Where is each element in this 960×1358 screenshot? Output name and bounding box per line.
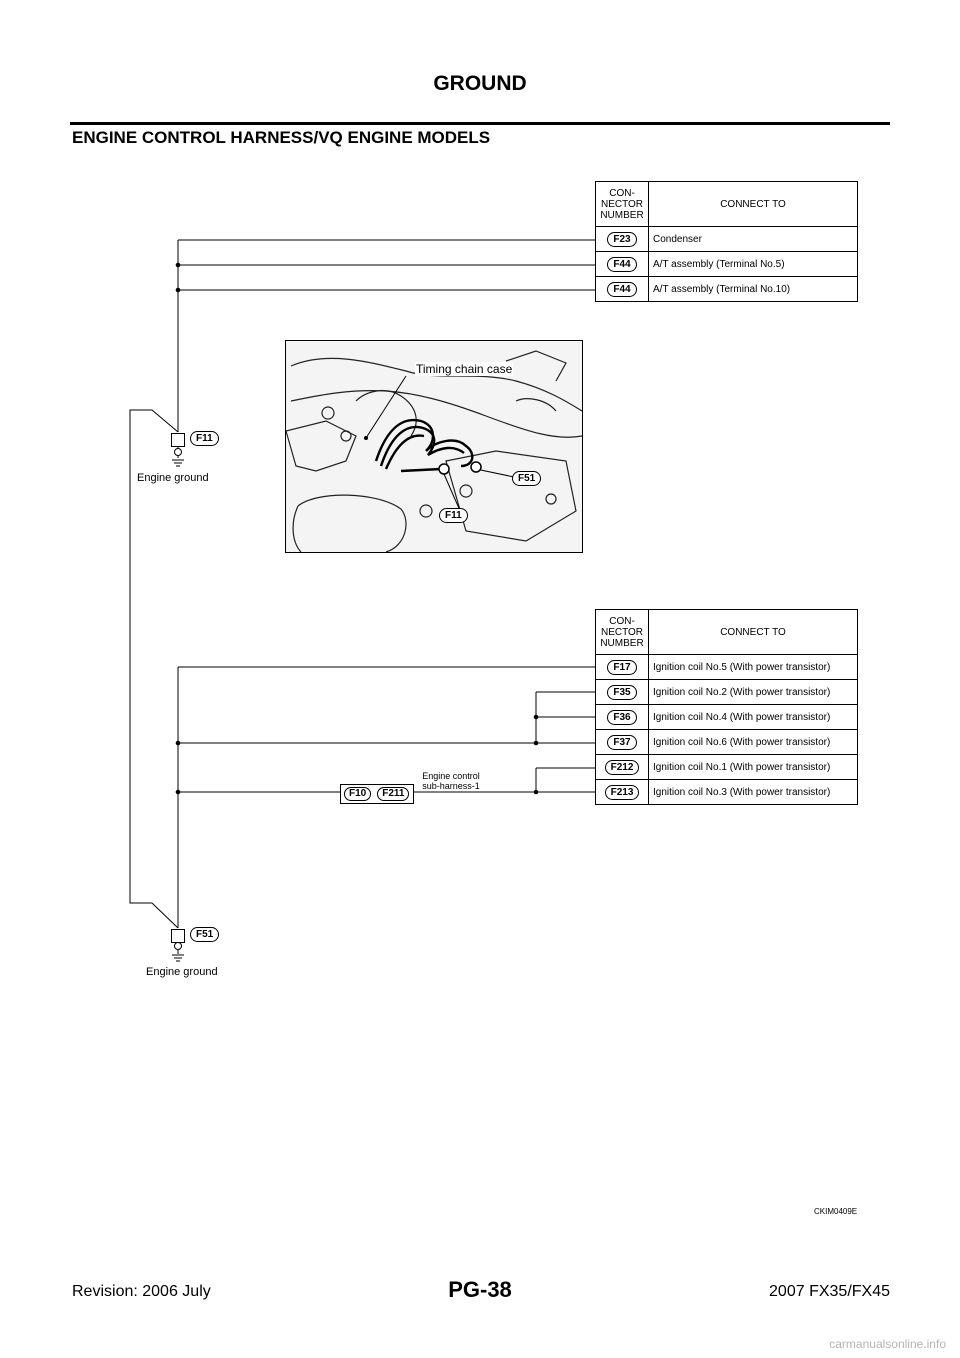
- ground-terminal-square: [171, 433, 185, 447]
- connector-badge: F17: [607, 660, 636, 675]
- connect-to-cell: Condenser: [649, 227, 858, 252]
- sub-harness-connector-box: [340, 784, 414, 804]
- connect-to-cell: Ignition coil No.3 (With power transistor): [649, 780, 858, 805]
- connector-badge: F23: [607, 232, 636, 247]
- header-line: NECTOR: [600, 198, 644, 210]
- ground-connector-top-badge: F11: [190, 431, 219, 446]
- table-row: [596, 680, 858, 705]
- table-row: [596, 755, 858, 780]
- header-line: NECTOR: [600, 626, 644, 638]
- header-line: CON-: [609, 187, 635, 199]
- sub-harness-label: [416, 771, 486, 791]
- ground-bottom-label: Engine ground: [146, 966, 218, 978]
- header-line: NUMBER: [600, 209, 644, 221]
- figure-code: CKIM0409E: [814, 1207, 858, 1216]
- section-title: ENGINE CONTROL HARNESS/VQ ENGINE MODELS: [72, 128, 491, 147]
- sub-harness-connector-a: F10: [344, 787, 371, 801]
- ground-top-label: Engine ground: [137, 472, 209, 484]
- table-row: [596, 277, 858, 302]
- table-row: [596, 780, 858, 805]
- sub-harness-label-line2: sub-harness-1: [422, 781, 480, 791]
- table-row: [596, 730, 858, 755]
- connect-to-cell: Ignition coil No.4 (With power transistor): [649, 705, 858, 730]
- footer-page-number: PG-38: [448, 1277, 512, 1302]
- connect-to-cell: A/T assembly (Terminal No.10): [649, 277, 858, 302]
- table-header-connect-to: CONNECT TO: [649, 182, 858, 227]
- connector-badge: F35: [607, 685, 636, 700]
- connector-table-top: [595, 181, 858, 302]
- table-row: [596, 227, 858, 252]
- connect-to-cell: Ignition coil No.1 (With power transistor): [649, 755, 858, 780]
- connector-badge: F44: [607, 282, 636, 297]
- connector-badge: F44: [607, 257, 636, 272]
- table-row: [596, 705, 858, 730]
- connector-table-bottom: [595, 609, 858, 805]
- table-row: [596, 655, 858, 680]
- page-header-title: GROUND: [433, 72, 527, 95]
- photo-connector-badge-a: F51: [512, 471, 541, 486]
- sub-harness-label-line1: Engine control: [422, 771, 480, 781]
- photo-connector-badge-b: F11: [439, 508, 468, 523]
- ground-connector-bottom-badge: F51: [190, 927, 219, 942]
- connect-to-cell: Ignition coil No.2 (With power transistor): [649, 680, 858, 705]
- connector-badge: F37: [607, 735, 636, 750]
- header-line: NUMBER: [600, 637, 644, 649]
- footer-watermark: carmanualsonline.info: [829, 1337, 946, 1351]
- connector-badge: F36: [607, 710, 636, 725]
- table-header-connector-number: [596, 610, 649, 655]
- connect-to-cell: Ignition coil No.6 (With power transistor): [649, 730, 858, 755]
- connect-to-cell: Ignition coil No.5 (With power transistor): [649, 655, 858, 680]
- sub-harness-connector-b: F211: [377, 787, 409, 801]
- ground-terminal-square: [171, 929, 185, 943]
- header-line: CON-: [609, 615, 635, 627]
- footer-revision: Revision: 2006 July: [72, 1283, 211, 1300]
- table-header-connect-to: CONNECT TO: [649, 610, 858, 655]
- table-header-connector-number: [596, 182, 649, 227]
- connector-badge: F213: [605, 785, 640, 800]
- photo-callout-label: Timing chain case: [416, 362, 513, 376]
- table-row: [596, 252, 858, 277]
- connector-badge: F212: [605, 760, 640, 775]
- footer-model: 2007 FX35/FX45: [769, 1283, 890, 1300]
- engine-photo: [285, 340, 583, 553]
- connect-to-cell: A/T assembly (Terminal No.5): [649, 252, 858, 277]
